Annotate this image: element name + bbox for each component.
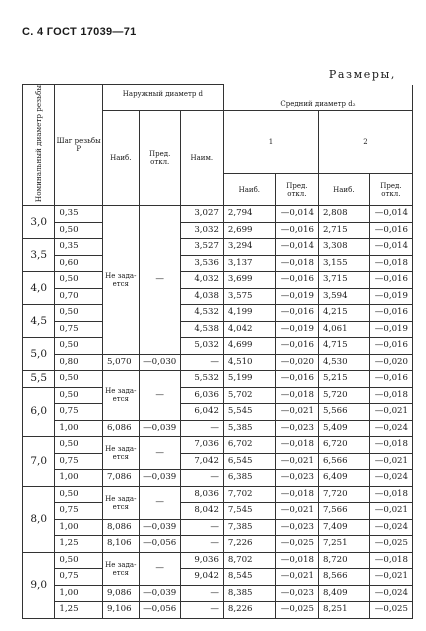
outer-deviation-cell: —0,056 — [139, 536, 180, 553]
class2-deviation-cell: —0,016 — [369, 272, 412, 289]
table-row — [23, 503, 413, 520]
class1-naib-cell: 4,042 — [223, 321, 275, 338]
header-c1-pred-otkl: Пред. откл. — [275, 174, 318, 206]
table-row — [23, 354, 413, 371]
outer-naib-not-specified: Не зада-ется — [102, 371, 139, 421]
nominal-diameter-cell: 3,5 — [23, 239, 55, 272]
class1-naib-cell: 6,545 — [223, 453, 275, 470]
pitch-cell: 0,75 — [55, 321, 103, 338]
table-row — [23, 239, 413, 256]
class1-deviation-cell: —0,018 — [275, 255, 318, 272]
outer-naim-cell: 6,042 — [180, 404, 223, 421]
pitch-cell: 0,80 — [55, 354, 103, 371]
outer-naim-cell: — — [180, 602, 223, 619]
outer-deviation-dash: — — [139, 437, 180, 470]
outer-naim-cell: 7,036 — [180, 437, 223, 454]
class1-naib-cell: 8,226 — [223, 602, 275, 619]
class1-deviation-cell: —0,021 — [275, 404, 318, 421]
class2-deviation-cell: —0,025 — [369, 602, 412, 619]
class2-naib-cell: 6,409 — [318, 470, 369, 487]
class2-naib-cell: 3,308 — [318, 239, 369, 256]
class1-naib-cell: 2,794 — [223, 206, 275, 223]
table-row — [23, 371, 413, 388]
outer-naim-cell: 4,038 — [180, 288, 223, 305]
class2-deviation-cell: —0,016 — [369, 222, 412, 239]
outer-naib-cell: 7,086 — [102, 470, 139, 487]
table-row — [23, 453, 413, 470]
outer-naim-cell: 3,027 — [180, 206, 223, 223]
class1-deviation-cell: —0,018 — [275, 552, 318, 569]
pitch-cell: 0,50 — [55, 338, 103, 355]
class2-deviation-cell: —0,014 — [369, 206, 412, 223]
class2-deviation-cell: —0,024 — [369, 519, 412, 536]
table-row — [23, 387, 413, 404]
table-row — [23, 536, 413, 553]
class2-deviation-cell: —0,016 — [369, 338, 412, 355]
class2-naib-cell: 5,720 — [318, 387, 369, 404]
outer-naib-cell: 8,086 — [102, 519, 139, 536]
class1-naib-cell: 3,137 — [223, 255, 275, 272]
class1-deviation-cell: —0,020 — [275, 354, 318, 371]
header-nominal-diameter: Номинальный диаметр резьбы — [23, 85, 55, 206]
class1-naib-cell: 5,385 — [223, 420, 275, 437]
class1-deviation-cell: —0,016 — [275, 222, 318, 239]
outer-naib-cell: 9,086 — [102, 585, 139, 602]
outer-naim-cell: 4,532 — [180, 305, 223, 322]
outer-deviation-dash: — — [139, 486, 180, 519]
class2-naib-cell: 4,715 — [318, 338, 369, 355]
table-row — [23, 569, 413, 586]
header-outer-naib: Наиб. — [102, 111, 139, 206]
class1-deviation-cell: —0,023 — [275, 420, 318, 437]
outer-deviation-dash: — — [139, 552, 180, 585]
outer-naim-cell: — — [180, 470, 223, 487]
outer-naim-cell: 3,527 — [180, 239, 223, 256]
outer-naim-cell: — — [180, 519, 223, 536]
class2-deviation-cell: —0,021 — [369, 503, 412, 520]
outer-naib-cell: 5,070 — [102, 354, 139, 371]
outer-naim-cell: 3,536 — [180, 255, 223, 272]
table-row — [23, 437, 413, 454]
class2-naib-cell: 6,566 — [318, 453, 369, 470]
outer-deviation-dash: — — [139, 371, 180, 421]
class1-naib-cell: 3,575 — [223, 288, 275, 305]
pitch-cell: 0,75 — [55, 453, 103, 470]
class1-deviation-cell: —0,023 — [275, 585, 318, 602]
table-row — [23, 288, 413, 305]
nominal-diameter-cell: 6,0 — [23, 387, 55, 437]
outer-deviation-cell: —0,039 — [139, 420, 180, 437]
outer-naim-cell: 5,532 — [180, 371, 223, 388]
class2-deviation-cell: —0,016 — [369, 371, 412, 388]
class1-deviation-cell: —0,019 — [275, 288, 318, 305]
nominal-diameter-cell: 4,0 — [23, 272, 55, 305]
outer-deviation-cell: —0,030 — [139, 354, 180, 371]
class2-naib-cell: 4,215 — [318, 305, 369, 322]
class2-deviation-cell: —0,020 — [369, 354, 412, 371]
pitch-cell: 0,75 — [55, 569, 103, 586]
table-row — [23, 552, 413, 569]
outer-deviation-cell: —0,039 — [139, 519, 180, 536]
class2-naib-cell: 5,409 — [318, 420, 369, 437]
class2-deviation-cell: —0,024 — [369, 420, 412, 437]
class1-deviation-cell: —0,016 — [275, 272, 318, 289]
class1-deviation-cell: —0,021 — [275, 503, 318, 520]
header-c2-pred-otkl: Пред. откл. — [369, 174, 412, 206]
pitch-cell: 0,35 — [55, 206, 103, 223]
nominal-diameter-cell: 7,0 — [23, 437, 55, 487]
outer-deviation-cell: —0,039 — [139, 585, 180, 602]
table-row — [23, 305, 413, 322]
header-outer-naim: Наим. — [180, 111, 223, 206]
outer-naim-cell: 8,036 — [180, 486, 223, 503]
class2-deviation-cell: —0,018 — [369, 387, 412, 404]
class1-deviation-cell: —0,014 — [275, 239, 318, 256]
outer-naim-cell: 4,538 — [180, 321, 223, 338]
header-class-2: 2 — [318, 111, 412, 174]
outer-naib-cell: 8,106 — [102, 536, 139, 553]
table-row — [23, 585, 413, 602]
class2-naib-cell: 7,566 — [318, 503, 369, 520]
class1-deviation-cell: —0,018 — [275, 387, 318, 404]
nominal-diameter-cell: 5,5 — [23, 371, 55, 388]
class2-naib-cell: 5,566 — [318, 404, 369, 421]
class2-naib-cell: 8,409 — [318, 585, 369, 602]
outer-naib-not-specified: Не зада-ется — [102, 486, 139, 519]
class2-deviation-cell: —0,018 — [369, 437, 412, 454]
class1-naib-cell: 8,702 — [223, 552, 275, 569]
class2-deviation-cell: —0,021 — [369, 453, 412, 470]
class2-deviation-cell: —0,019 — [369, 321, 412, 338]
class1-naib-cell: 8,545 — [223, 569, 275, 586]
table-row — [23, 222, 413, 239]
table-row — [23, 404, 413, 421]
outer-naim-cell: 9,042 — [180, 569, 223, 586]
nominal-diameter-cell: 5,0 — [23, 338, 55, 371]
class2-naib-cell: 7,251 — [318, 536, 369, 553]
pitch-cell: 1,00 — [55, 420, 103, 437]
outer-naim-cell: 6,036 — [180, 387, 223, 404]
outer-naim-cell: — — [180, 420, 223, 437]
header-outer-pred-otkl: Пред. откл. — [139, 111, 180, 206]
class1-naib-cell: 4,199 — [223, 305, 275, 322]
outer-naim-cell: 5,032 — [180, 338, 223, 355]
class1-deviation-cell: —0,016 — [275, 371, 318, 388]
class1-deviation-cell: —0,016 — [275, 305, 318, 322]
pitch-cell: 0,50 — [55, 371, 103, 388]
class1-deviation-cell: —0,023 — [275, 470, 318, 487]
pitch-cell: 0,75 — [55, 503, 103, 520]
outer-naib-not-specified: Не зада-ется — [102, 437, 139, 470]
class1-deviation-cell: —0,016 — [275, 338, 318, 355]
pitch-cell: 0,60 — [55, 255, 103, 272]
outer-naim-cell: — — [180, 585, 223, 602]
class1-naib-cell: 7,702 — [223, 486, 275, 503]
outer-naim-cell: 3,032 — [180, 222, 223, 239]
nominal-diameter-cell: 8,0 — [23, 486, 55, 552]
class2-naib-cell: 4,530 — [318, 354, 369, 371]
table-row — [23, 255, 413, 272]
class2-naib-cell: 8,566 — [318, 569, 369, 586]
class2-naib-cell: 3,155 — [318, 255, 369, 272]
pitch-cell: 0,50 — [55, 437, 103, 454]
class2-naib-cell: 7,720 — [318, 486, 369, 503]
table-row — [23, 519, 413, 536]
class2-naib-cell: 3,594 — [318, 288, 369, 305]
table-row — [23, 470, 413, 487]
outer-deviation-cell: —0,056 — [139, 602, 180, 619]
class1-naib-cell: 7,545 — [223, 503, 275, 520]
class2-deviation-cell: —0,025 — [369, 536, 412, 553]
class2-naib-cell: 6,720 — [318, 437, 369, 454]
class1-naib-cell: 8,385 — [223, 585, 275, 602]
class2-deviation-cell: —0,024 — [369, 585, 412, 602]
pitch-cell: 1,00 — [55, 470, 103, 487]
nominal-diameter-cell: 4,5 — [23, 305, 55, 338]
table-row — [23, 272, 413, 289]
class2-deviation-cell: —0,016 — [369, 305, 412, 322]
class2-naib-cell: 8,720 — [318, 552, 369, 569]
class2-naib-cell: 3,715 — [318, 272, 369, 289]
class2-deviation-cell: —0,021 — [369, 404, 412, 421]
class1-deviation-cell: —0,021 — [275, 569, 318, 586]
class1-naib-cell: 4,510 — [223, 354, 275, 371]
table-row — [23, 206, 413, 223]
nominal-diameter-cell: 9,0 — [23, 552, 55, 618]
outer-naim-cell: 9,036 — [180, 552, 223, 569]
table-row — [23, 321, 413, 338]
class1-naib-cell: 5,199 — [223, 371, 275, 388]
class1-naib-cell: 7,226 — [223, 536, 275, 553]
dimensions-caption: Размеры, — [328, 68, 396, 81]
pitch-cell: 0,50 — [55, 305, 103, 322]
class1-deviation-cell: —0,025 — [275, 602, 318, 619]
outer-deviation-cell: —0,039 — [139, 470, 180, 487]
class1-naib-cell: 7,385 — [223, 519, 275, 536]
header-c1-naib: Наиб. — [223, 174, 275, 206]
pitch-cell: 0,50 — [55, 222, 103, 239]
outer-naim-cell: 4,032 — [180, 272, 223, 289]
outer-deviation-dash: — — [139, 206, 180, 355]
class1-naib-cell: 2,699 — [223, 222, 275, 239]
class1-deviation-cell: —0,018 — [275, 437, 318, 454]
outer-naim-cell: — — [180, 354, 223, 371]
header-outer-diameter: Наружный диаметр d — [102, 85, 223, 111]
pitch-cell: 0,50 — [55, 486, 103, 503]
outer-naib-not-specified: Не зада-ется — [102, 206, 139, 355]
pitch-cell: 0,75 — [55, 404, 103, 421]
class1-naib-cell: 4,699 — [223, 338, 275, 355]
pitch-cell: 1,00 — [55, 585, 103, 602]
class1-deviation-cell: —0,025 — [275, 536, 318, 553]
outer-naib-not-specified: Не зада-ется — [102, 552, 139, 585]
class2-naib-cell: 2,808 — [318, 206, 369, 223]
pitch-cell: 0,50 — [55, 272, 103, 289]
class2-naib-cell: 4,061 — [318, 321, 369, 338]
class2-deviation-cell: —0,018 — [369, 552, 412, 569]
pitch-cell: 1,25 — [55, 536, 103, 553]
pitch-cell: 1,00 — [55, 519, 103, 536]
header-class-1: 1 — [223, 111, 318, 174]
class2-deviation-cell: —0,014 — [369, 239, 412, 256]
class2-deviation-cell: —0,018 — [369, 486, 412, 503]
class2-naib-cell: 8,251 — [318, 602, 369, 619]
outer-naib-cell: 6,086 — [102, 420, 139, 437]
class1-naib-cell: 3,699 — [223, 272, 275, 289]
pitch-cell: 0,50 — [55, 552, 103, 569]
nominal-diameter-cell: 3,0 — [23, 206, 55, 239]
class1-deviation-cell: —0,021 — [275, 453, 318, 470]
header-pitch: Шаг резьбы P — [55, 85, 103, 206]
class1-naib-cell: 5,545 — [223, 404, 275, 421]
class1-naib-cell: 6,385 — [223, 470, 275, 487]
header-c2-naib: Наиб. — [318, 174, 369, 206]
class2-deviation-cell: —0,019 — [369, 288, 412, 305]
class2-deviation-cell: —0,021 — [369, 569, 412, 586]
table-row — [23, 602, 413, 619]
class1-deviation-cell: —0,018 — [275, 486, 318, 503]
outer-naim-cell: 7,042 — [180, 453, 223, 470]
class1-naib-cell: 6,702 — [223, 437, 275, 454]
class1-deviation-cell: —0,014 — [275, 206, 318, 223]
pitch-cell: 1,25 — [55, 602, 103, 619]
outer-naim-cell: — — [180, 536, 223, 553]
pitch-cell: 0,35 — [55, 239, 103, 256]
table-row — [23, 338, 413, 355]
class2-deviation-cell: —0,018 — [369, 255, 412, 272]
outer-naib-cell: 9,106 — [102, 602, 139, 619]
class2-naib-cell: 5,215 — [318, 371, 369, 388]
pitch-cell: 0,50 — [55, 387, 103, 404]
class1-naib-cell: 5,702 — [223, 387, 275, 404]
pitch-cell: 0,70 — [55, 288, 103, 305]
table-row — [23, 420, 413, 437]
class2-naib-cell: 7,409 — [318, 519, 369, 536]
page-header: С. 4 ГОСТ 17039—71 — [22, 26, 137, 38]
class1-naib-cell: 3,294 — [223, 239, 275, 256]
class2-deviation-cell: —0,024 — [369, 470, 412, 487]
class1-deviation-cell: —0,019 — [275, 321, 318, 338]
class2-naib-cell: 2,715 — [318, 222, 369, 239]
thread-dimensions-table — [22, 84, 413, 619]
class1-deviation-cell: —0,023 — [275, 519, 318, 536]
table-row — [23, 486, 413, 503]
outer-naim-cell: 8,042 — [180, 503, 223, 520]
header-mean-diameter: Средний диаметр d₂ — [223, 85, 412, 111]
table-body — [23, 206, 413, 619]
